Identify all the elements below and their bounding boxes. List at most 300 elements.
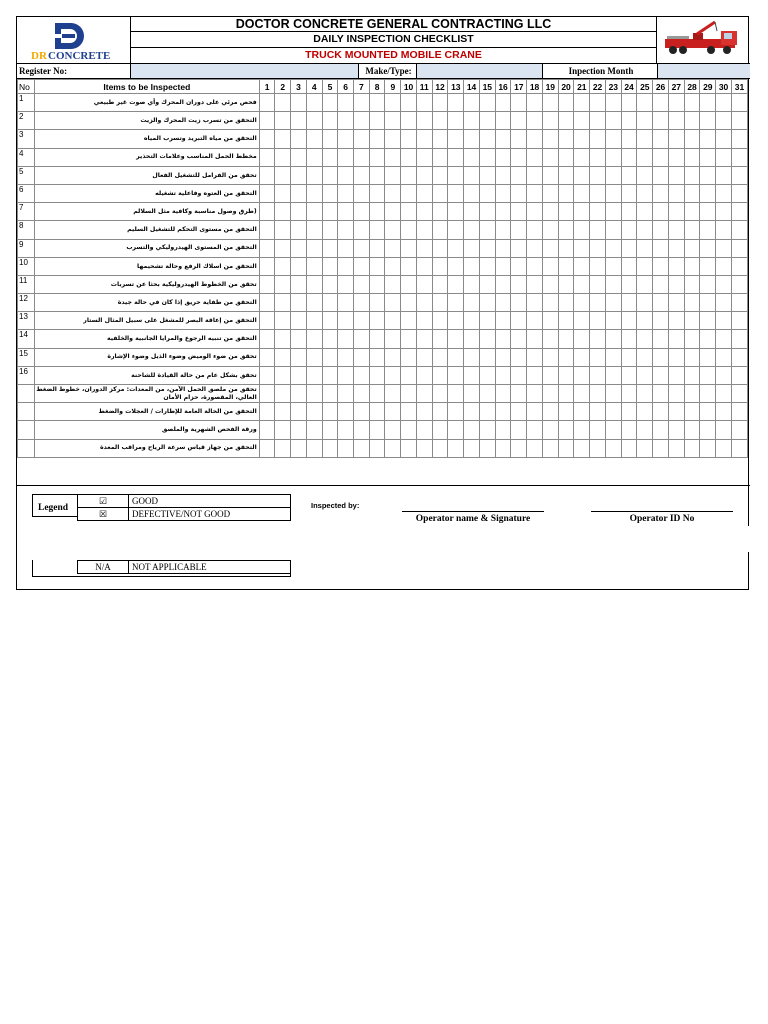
day-check-cell[interactable]	[275, 366, 291, 384]
day-check-cell[interactable]	[385, 203, 401, 221]
day-check-cell[interactable]	[291, 348, 307, 366]
day-check-cell[interactable]	[574, 385, 590, 403]
day-check-cell[interactable]	[558, 94, 574, 112]
day-check-cell[interactable]	[653, 385, 669, 403]
day-check-cell[interactable]	[511, 348, 527, 366]
day-check-cell[interactable]	[416, 439, 432, 457]
day-check-cell[interactable]	[637, 112, 653, 130]
day-check-cell[interactable]	[668, 221, 684, 239]
day-check-cell[interactable]	[716, 112, 732, 130]
day-check-cell[interactable]	[385, 294, 401, 312]
day-check-cell[interactable]	[700, 403, 716, 421]
day-check-cell[interactable]	[558, 439, 574, 457]
day-check-cell[interactable]	[527, 166, 543, 184]
day-check-cell[interactable]	[259, 203, 275, 221]
day-check-cell[interactable]	[448, 94, 464, 112]
day-check-cell[interactable]	[590, 385, 606, 403]
day-check-cell[interactable]	[291, 94, 307, 112]
day-check-cell[interactable]	[605, 166, 621, 184]
day-check-cell[interactable]	[637, 184, 653, 202]
day-check-cell[interactable]	[574, 166, 590, 184]
day-check-cell[interactable]	[479, 366, 495, 384]
day-check-cell[interactable]	[511, 112, 527, 130]
day-check-cell[interactable]	[464, 112, 480, 130]
day-check-cell[interactable]	[369, 421, 385, 439]
day-check-cell[interactable]	[448, 112, 464, 130]
day-check-cell[interactable]	[668, 257, 684, 275]
day-check-cell[interactable]	[259, 184, 275, 202]
day-check-cell[interactable]	[605, 148, 621, 166]
day-check-cell[interactable]	[542, 94, 558, 112]
day-check-cell[interactable]	[731, 439, 747, 457]
day-check-cell[interactable]	[385, 366, 401, 384]
day-check-cell[interactable]	[605, 94, 621, 112]
day-check-cell[interactable]	[684, 403, 700, 421]
day-check-cell[interactable]	[464, 239, 480, 257]
day-check-cell[interactable]	[369, 112, 385, 130]
day-check-cell[interactable]	[479, 239, 495, 257]
day-check-cell[interactable]	[558, 166, 574, 184]
day-check-cell[interactable]	[259, 166, 275, 184]
day-check-cell[interactable]	[448, 294, 464, 312]
day-check-cell[interactable]	[716, 403, 732, 421]
day-check-cell[interactable]	[700, 257, 716, 275]
day-check-cell[interactable]	[306, 385, 322, 403]
day-check-cell[interactable]	[700, 166, 716, 184]
day-check-cell[interactable]	[716, 312, 732, 330]
day-check-cell[interactable]	[291, 294, 307, 312]
day-check-cell[interactable]	[338, 385, 354, 403]
day-check-cell[interactable]	[275, 166, 291, 184]
day-check-cell[interactable]	[684, 439, 700, 457]
day-check-cell[interactable]	[385, 330, 401, 348]
day-check-cell[interactable]	[700, 439, 716, 457]
day-check-cell[interactable]	[464, 403, 480, 421]
day-check-cell[interactable]	[322, 184, 338, 202]
day-check-cell[interactable]	[574, 366, 590, 384]
day-check-cell[interactable]	[684, 421, 700, 439]
day-check-cell[interactable]	[275, 148, 291, 166]
day-check-cell[interactable]	[464, 130, 480, 148]
day-check-cell[interactable]	[605, 239, 621, 257]
day-check-cell[interactable]	[668, 348, 684, 366]
day-check-cell[interactable]	[668, 294, 684, 312]
day-check-cell[interactable]	[306, 294, 322, 312]
day-check-cell[interactable]	[605, 130, 621, 148]
day-check-cell[interactable]	[306, 203, 322, 221]
day-check-cell[interactable]	[369, 148, 385, 166]
day-check-cell[interactable]	[416, 184, 432, 202]
day-check-cell[interactable]	[401, 94, 417, 112]
day-check-cell[interactable]	[495, 221, 511, 239]
day-check-cell[interactable]	[448, 184, 464, 202]
day-check-cell[interactable]	[716, 257, 732, 275]
day-check-cell[interactable]	[291, 421, 307, 439]
day-check-cell[interactable]	[275, 94, 291, 112]
day-check-cell[interactable]	[479, 148, 495, 166]
day-check-cell[interactable]	[354, 439, 370, 457]
day-check-cell[interactable]	[590, 166, 606, 184]
day-check-cell[interactable]	[558, 348, 574, 366]
day-check-cell[interactable]	[668, 439, 684, 457]
day-check-cell[interactable]	[306, 112, 322, 130]
day-check-cell[interactable]	[731, 257, 747, 275]
day-check-cell[interactable]	[432, 312, 448, 330]
day-check-cell[interactable]	[354, 221, 370, 239]
day-check-cell[interactable]	[542, 112, 558, 130]
day-check-cell[interactable]	[621, 330, 637, 348]
day-check-cell[interactable]	[716, 148, 732, 166]
day-check-cell[interactable]	[684, 148, 700, 166]
day-check-cell[interactable]	[322, 166, 338, 184]
day-check-cell[interactable]	[338, 94, 354, 112]
day-check-cell[interactable]	[605, 294, 621, 312]
day-check-cell[interactable]	[495, 239, 511, 257]
day-check-cell[interactable]	[306, 166, 322, 184]
day-check-cell[interactable]	[684, 203, 700, 221]
day-check-cell[interactable]	[448, 130, 464, 148]
day-check-cell[interactable]	[354, 166, 370, 184]
day-check-cell[interactable]	[558, 257, 574, 275]
day-check-cell[interactable]	[464, 385, 480, 403]
day-check-cell[interactable]	[621, 94, 637, 112]
day-check-cell[interactable]	[511, 184, 527, 202]
day-check-cell[interactable]	[621, 130, 637, 148]
day-check-cell[interactable]	[574, 148, 590, 166]
day-check-cell[interactable]	[291, 130, 307, 148]
day-check-cell[interactable]	[259, 257, 275, 275]
day-check-cell[interactable]	[511, 94, 527, 112]
day-check-cell[interactable]	[354, 239, 370, 257]
day-check-cell[interactable]	[401, 294, 417, 312]
day-check-cell[interactable]	[322, 312, 338, 330]
day-check-cell[interactable]	[354, 421, 370, 439]
day-check-cell[interactable]	[354, 275, 370, 293]
day-check-cell[interactable]	[684, 366, 700, 384]
day-check-cell[interactable]	[275, 421, 291, 439]
day-check-cell[interactable]	[511, 221, 527, 239]
day-check-cell[interactable]	[479, 112, 495, 130]
day-check-cell[interactable]	[354, 312, 370, 330]
day-check-cell[interactable]	[558, 130, 574, 148]
day-check-cell[interactable]	[542, 239, 558, 257]
day-check-cell[interactable]	[464, 184, 480, 202]
day-check-cell[interactable]	[621, 366, 637, 384]
day-check-cell[interactable]	[542, 330, 558, 348]
day-check-cell[interactable]	[495, 348, 511, 366]
day-check-cell[interactable]	[637, 221, 653, 239]
day-check-cell[interactable]	[369, 239, 385, 257]
day-check-cell[interactable]	[590, 275, 606, 293]
day-check-cell[interactable]	[338, 130, 354, 148]
day-check-cell[interactable]	[621, 112, 637, 130]
day-check-cell[interactable]	[590, 421, 606, 439]
day-check-cell[interactable]	[385, 312, 401, 330]
day-check-cell[interactable]	[558, 148, 574, 166]
day-check-cell[interactable]	[369, 439, 385, 457]
day-check-cell[interactable]	[558, 366, 574, 384]
day-check-cell[interactable]	[542, 366, 558, 384]
day-check-cell[interactable]	[731, 94, 747, 112]
day-check-cell[interactable]	[527, 294, 543, 312]
day-check-cell[interactable]	[448, 330, 464, 348]
day-check-cell[interactable]	[369, 130, 385, 148]
day-check-cell[interactable]	[448, 221, 464, 239]
day-check-cell[interactable]	[527, 148, 543, 166]
day-check-cell[interactable]	[558, 239, 574, 257]
day-check-cell[interactable]	[479, 294, 495, 312]
day-check-cell[interactable]	[527, 275, 543, 293]
day-check-cell[interactable]	[495, 184, 511, 202]
day-check-cell[interactable]	[385, 257, 401, 275]
day-check-cell[interactable]	[605, 385, 621, 403]
day-check-cell[interactable]	[716, 385, 732, 403]
day-check-cell[interactable]	[684, 385, 700, 403]
day-check-cell[interactable]	[684, 348, 700, 366]
day-check-cell[interactable]	[590, 330, 606, 348]
day-check-cell[interactable]	[700, 275, 716, 293]
day-check-cell[interactable]	[668, 184, 684, 202]
day-check-cell[interactable]	[291, 439, 307, 457]
day-check-cell[interactable]	[479, 166, 495, 184]
day-check-cell[interactable]	[322, 203, 338, 221]
day-check-cell[interactable]	[621, 221, 637, 239]
day-check-cell[interactable]	[464, 439, 480, 457]
day-check-cell[interactable]	[369, 385, 385, 403]
day-check-cell[interactable]	[448, 275, 464, 293]
day-check-cell[interactable]	[700, 221, 716, 239]
day-check-cell[interactable]	[700, 184, 716, 202]
day-check-cell[interactable]	[432, 94, 448, 112]
day-check-cell[interactable]	[684, 130, 700, 148]
day-check-cell[interactable]	[401, 403, 417, 421]
day-check-cell[interactable]	[527, 421, 543, 439]
day-check-cell[interactable]	[668, 275, 684, 293]
day-check-cell[interactable]	[668, 130, 684, 148]
day-check-cell[interactable]	[621, 239, 637, 257]
day-check-cell[interactable]	[527, 439, 543, 457]
day-check-cell[interactable]	[479, 385, 495, 403]
day-check-cell[interactable]	[495, 275, 511, 293]
day-check-cell[interactable]	[416, 385, 432, 403]
day-check-cell[interactable]	[464, 330, 480, 348]
day-check-cell[interactable]	[716, 348, 732, 366]
day-check-cell[interactable]	[621, 312, 637, 330]
day-check-cell[interactable]	[416, 94, 432, 112]
day-check-cell[interactable]	[590, 239, 606, 257]
day-check-cell[interactable]	[590, 112, 606, 130]
day-check-cell[interactable]	[574, 112, 590, 130]
day-check-cell[interactable]	[432, 294, 448, 312]
day-check-cell[interactable]	[275, 239, 291, 257]
day-check-cell[interactable]	[716, 130, 732, 148]
day-check-cell[interactable]	[731, 421, 747, 439]
day-check-cell[interactable]	[385, 385, 401, 403]
day-check-cell[interactable]	[354, 294, 370, 312]
day-check-cell[interactable]	[385, 148, 401, 166]
day-check-cell[interactable]	[275, 257, 291, 275]
day-check-cell[interactable]	[590, 130, 606, 148]
day-check-cell[interactable]	[716, 275, 732, 293]
day-check-cell[interactable]	[527, 366, 543, 384]
day-check-cell[interactable]	[700, 294, 716, 312]
day-check-cell[interactable]	[558, 112, 574, 130]
day-check-cell[interactable]	[369, 257, 385, 275]
day-check-cell[interactable]	[668, 239, 684, 257]
day-check-cell[interactable]	[558, 421, 574, 439]
day-check-cell[interactable]	[306, 239, 322, 257]
day-check-cell[interactable]	[637, 348, 653, 366]
day-check-cell[interactable]	[275, 184, 291, 202]
day-check-cell[interactable]	[369, 94, 385, 112]
day-check-cell[interactable]	[291, 403, 307, 421]
day-check-cell[interactable]	[716, 94, 732, 112]
day-check-cell[interactable]	[401, 366, 417, 384]
day-check-cell[interactable]	[322, 94, 338, 112]
day-check-cell[interactable]	[306, 130, 322, 148]
day-check-cell[interactable]	[416, 348, 432, 366]
day-check-cell[interactable]	[432, 112, 448, 130]
day-check-cell[interactable]	[432, 257, 448, 275]
day-check-cell[interactable]	[653, 148, 669, 166]
day-check-cell[interactable]	[432, 330, 448, 348]
day-check-cell[interactable]	[511, 275, 527, 293]
day-check-cell[interactable]	[259, 130, 275, 148]
day-check-cell[interactable]	[338, 221, 354, 239]
day-check-cell[interactable]	[621, 148, 637, 166]
day-check-cell[interactable]	[259, 94, 275, 112]
day-check-cell[interactable]	[574, 330, 590, 348]
day-check-cell[interactable]	[291, 184, 307, 202]
day-check-cell[interactable]	[338, 166, 354, 184]
day-check-cell[interactable]	[716, 330, 732, 348]
day-check-cell[interactable]	[464, 257, 480, 275]
day-check-cell[interactable]	[354, 385, 370, 403]
day-check-cell[interactable]	[637, 257, 653, 275]
day-check-cell[interactable]	[306, 403, 322, 421]
day-check-cell[interactable]	[605, 348, 621, 366]
day-check-cell[interactable]	[731, 294, 747, 312]
day-check-cell[interactable]	[291, 148, 307, 166]
day-check-cell[interactable]	[495, 330, 511, 348]
day-check-cell[interactable]	[542, 403, 558, 421]
day-check-cell[interactable]	[338, 184, 354, 202]
day-check-cell[interactable]	[574, 184, 590, 202]
day-check-cell[interactable]	[322, 348, 338, 366]
day-check-cell[interactable]	[621, 166, 637, 184]
day-check-cell[interactable]	[637, 294, 653, 312]
day-check-cell[interactable]	[637, 130, 653, 148]
day-check-cell[interactable]	[716, 239, 732, 257]
day-check-cell[interactable]	[479, 275, 495, 293]
day-check-cell[interactable]	[432, 348, 448, 366]
day-check-cell[interactable]	[448, 348, 464, 366]
day-check-cell[interactable]	[275, 130, 291, 148]
day-check-cell[interactable]	[731, 330, 747, 348]
day-check-cell[interactable]	[558, 312, 574, 330]
day-check-cell[interactable]	[684, 94, 700, 112]
day-check-cell[interactable]	[668, 366, 684, 384]
day-check-cell[interactable]	[401, 439, 417, 457]
day-check-cell[interactable]	[479, 421, 495, 439]
day-check-cell[interactable]	[401, 239, 417, 257]
day-check-cell[interactable]	[275, 275, 291, 293]
day-check-cell[interactable]	[464, 366, 480, 384]
day-check-cell[interactable]	[511, 385, 527, 403]
day-check-cell[interactable]	[637, 403, 653, 421]
day-check-cell[interactable]	[259, 148, 275, 166]
day-check-cell[interactable]	[653, 348, 669, 366]
day-check-cell[interactable]	[590, 203, 606, 221]
day-check-cell[interactable]	[653, 275, 669, 293]
day-check-cell[interactable]	[354, 148, 370, 166]
day-check-cell[interactable]	[416, 112, 432, 130]
day-check-cell[interactable]	[574, 421, 590, 439]
day-check-cell[interactable]	[338, 294, 354, 312]
day-check-cell[interactable]	[338, 403, 354, 421]
day-check-cell[interactable]	[527, 221, 543, 239]
day-check-cell[interactable]	[605, 312, 621, 330]
day-check-cell[interactable]	[700, 130, 716, 148]
day-check-cell[interactable]	[338, 348, 354, 366]
operator-id-line[interactable]	[591, 511, 733, 512]
day-check-cell[interactable]	[621, 203, 637, 221]
day-check-cell[interactable]	[306, 439, 322, 457]
day-check-cell[interactable]	[668, 312, 684, 330]
day-check-cell[interactable]	[479, 330, 495, 348]
day-check-cell[interactable]	[542, 275, 558, 293]
day-check-cell[interactable]	[590, 294, 606, 312]
day-check-cell[interactable]	[511, 239, 527, 257]
day-check-cell[interactable]	[731, 366, 747, 384]
day-check-cell[interactable]	[653, 130, 669, 148]
day-check-cell[interactable]	[322, 221, 338, 239]
day-check-cell[interactable]	[322, 148, 338, 166]
day-check-cell[interactable]	[338, 366, 354, 384]
day-check-cell[interactable]	[322, 330, 338, 348]
day-check-cell[interactable]	[527, 257, 543, 275]
day-check-cell[interactable]	[700, 203, 716, 221]
day-check-cell[interactable]	[464, 312, 480, 330]
day-check-cell[interactable]	[464, 348, 480, 366]
day-check-cell[interactable]	[416, 203, 432, 221]
day-check-cell[interactable]	[574, 257, 590, 275]
day-check-cell[interactable]	[637, 385, 653, 403]
day-check-cell[interactable]	[605, 184, 621, 202]
day-check-cell[interactable]	[338, 312, 354, 330]
day-check-cell[interactable]	[432, 130, 448, 148]
day-check-cell[interactable]	[605, 330, 621, 348]
day-check-cell[interactable]	[621, 257, 637, 275]
day-check-cell[interactable]	[527, 94, 543, 112]
day-check-cell[interactable]	[542, 312, 558, 330]
day-check-cell[interactable]	[653, 421, 669, 439]
day-check-cell[interactable]	[322, 385, 338, 403]
day-check-cell[interactable]	[432, 439, 448, 457]
day-check-cell[interactable]	[479, 348, 495, 366]
day-check-cell[interactable]	[621, 403, 637, 421]
day-check-cell[interactable]	[668, 330, 684, 348]
register-no-field[interactable]	[130, 64, 359, 78]
day-check-cell[interactable]	[637, 275, 653, 293]
day-check-cell[interactable]	[605, 257, 621, 275]
day-check-cell[interactable]	[464, 166, 480, 184]
day-check-cell[interactable]	[385, 403, 401, 421]
day-check-cell[interactable]	[495, 112, 511, 130]
day-check-cell[interactable]	[653, 94, 669, 112]
day-check-cell[interactable]	[605, 439, 621, 457]
day-check-cell[interactable]	[385, 184, 401, 202]
